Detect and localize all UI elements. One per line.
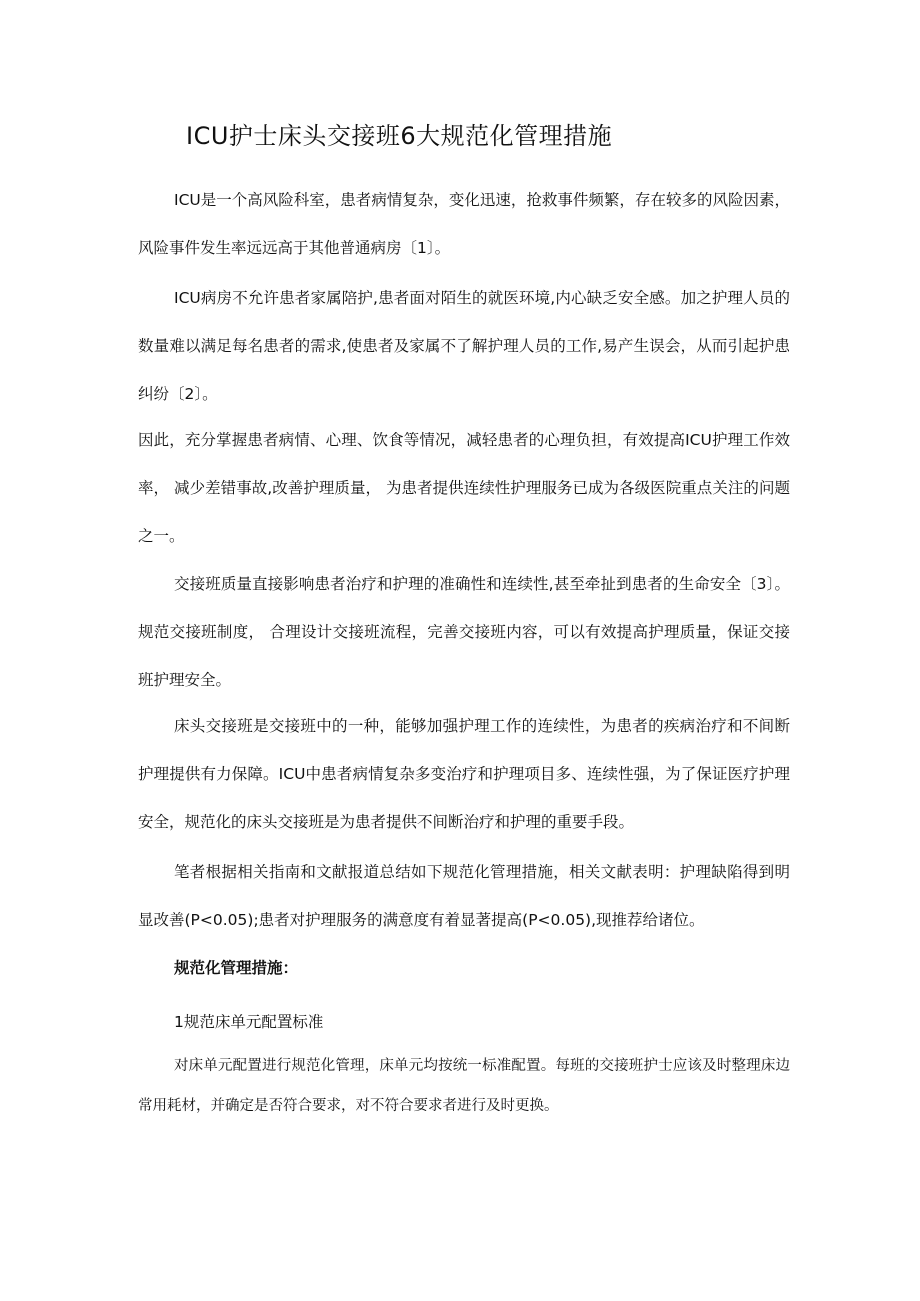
paragraph-therefore: 因此，充分掌握患者病情、心理、饮食等情况，减轻患者的心理负担，有效提高ICU护理工作效率， 减少差错事故,改善护理质量， 为患者提供连续性护理服务已成为各级医院重点关注的问题之一。 [138, 431, 790, 545]
section-heading: 规范化管理措施： [174, 959, 299, 977]
paragraph-no-family-escort: ICU病房不允许患者家属陪护,患者面对陌生的就医环境,内心缺乏安全感。加之护理人员的数量难以满足每名患者的需求,使患者及家属不了解护理人员的工作,易产生误会，从而引起护患纠纷〔2〕。 [138, 289, 790, 403]
paragraph-author-summary: 笔者根据相关指南和文献报道总结如下规范化管理措施，相关文献表明：护理缺陷得到明显改善(P<0.05);患者对护理服务的满意度有着显著提高(P<0.05),现推荐给诸位。 [138, 863, 790, 929]
subsection-heading: 1规范床单元配置标准 [174, 1013, 324, 1031]
paragraph-handover-quality: 交接班质量直接影响患者治疗和护理的准确性和连续性,甚至牵扯到患者的生命安全〔3〕。规范交接班制度， 合理设计交接班流程，完善交接班内容，可以有效提高护理质量，保证交接班护理安全。 [138, 575, 790, 689]
paragraph-bed-unit-config: 对床单元配置进行规范化管理，床单元均按统一标准配置。每班的交接班护士应该及时整理床边常用耗材，并确定是否符合要求，对不符合要求者进行及时更换。 [138, 1058, 790, 1114]
paragraph-bedside-handover: 床头交接班是交接班中的一种，能够加强护理工作的连续性，为患者的疾病治疗和不间断护理提供有力保障。ICU中患者病情复杂多变治疗和护理项目多、连续性强，为了保证医疗护理安全，规范化的床头交接班是为患者提供不间断治疗和护理的重要手段。 [138, 717, 790, 831]
document-title: ICU护士床头交接班6大规范化管理措施 [186, 122, 613, 150]
paragraph-icu-risk: ICU是一个高风险科室，患者病情复杂，变化迅速，抢救事件频繁，存在较多的风险因素，风险事件发生率远远高于其他普通病房〔1〕。 [138, 191, 790, 257]
